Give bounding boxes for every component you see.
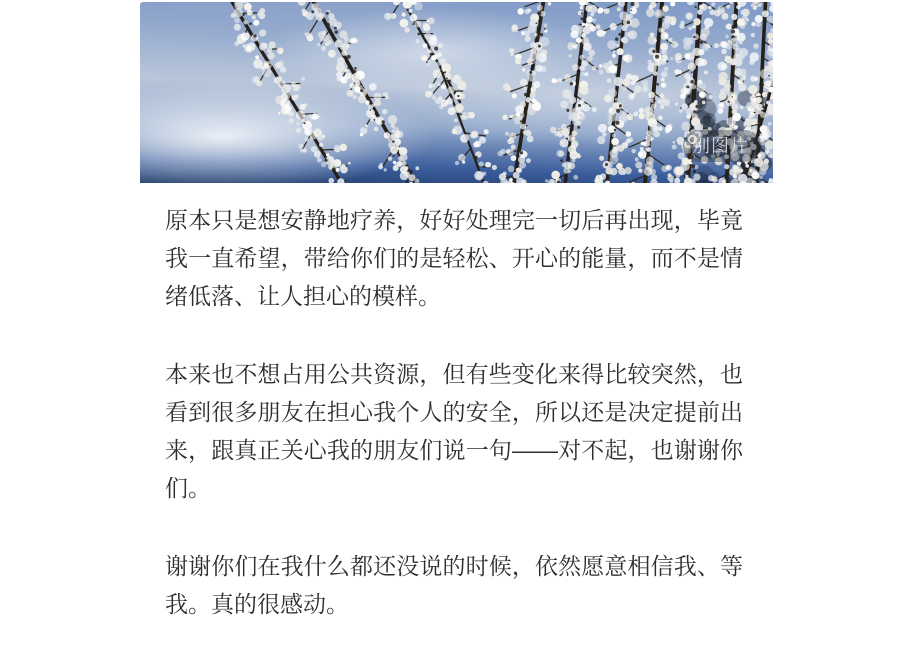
hero-photo[interactable] [140,2,773,183]
watermark-label: 别图片 [692,130,749,162]
blossom-photo-art [140,2,773,183]
content-column [140,0,773,663]
recognize-image-button[interactable] [683,130,761,162]
paragraph: 原本只是想安静地疗养，好好处理完一切后再出现，毕竟我一直希望，带给你们的是轻松、开心的能量，而不是情绪低落、让人担心的模样。 [165,201,743,315]
scan-frame-icon [683,130,702,149]
article-body [140,183,773,623]
paragraph: 本来也不想占用公共资源，但有些变化来得比较突然，也看到很多朋友在担心我个人的安全，所以还是决定提前出来，跟真正关心我的朋友们说一句——对不起，也谢谢你们。 [165,355,743,507]
paragraph: 谢谢你们在我什么都还没说的时候，依然愿意相信我、等我。真的很感动。 [165,547,743,623]
